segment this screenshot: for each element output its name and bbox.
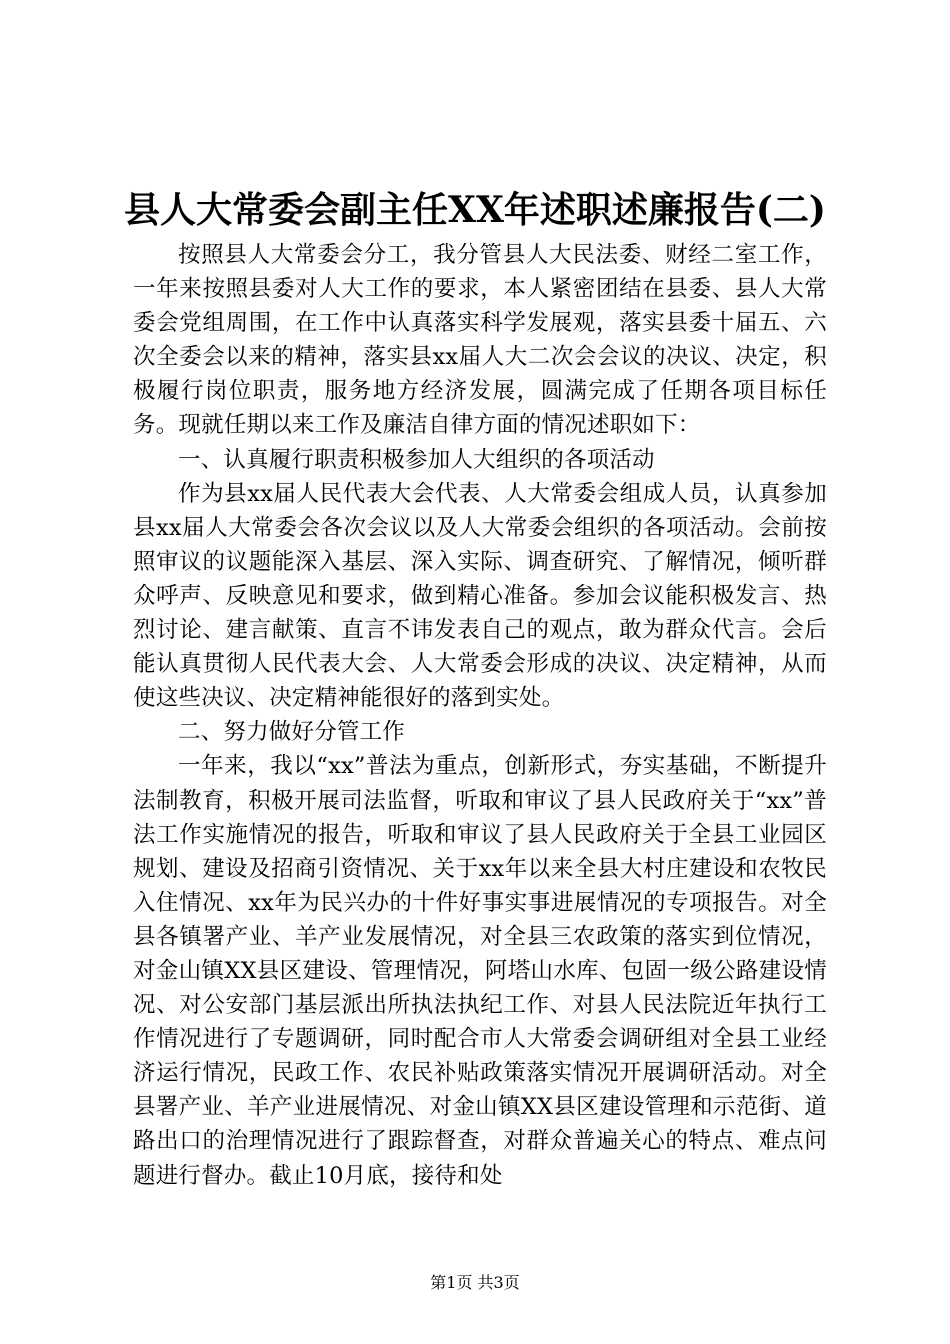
section-heading-1: 一、认真履行职责积极参加人大组织的各项活动 (178, 446, 655, 473)
section-heading-2: 二、努力做好分管工作 (178, 719, 406, 746)
paragraph-intro: 按照县人大常委会分工，我分管县人大民法委、财经二室工作，一年来按照县委对人大工作的要求，本人紧密团结在县委、县人大常委会党组周围，在工作中认真落实科学发展观，落实县委十届五、六次全委会以来的精神，落实县xx届人大二次会会议的决议、决定，积极履行岗位职责，服务地方经济发展，圆满完成了任期各项目标任务。现就任期以来工作及廉洁自律方面的情况述职如下： (133, 242, 827, 439)
document-body (133, 238, 827, 1193)
document-title: 县人大常委会副主任XX年述职述廉报告(二) (124, 189, 826, 231)
page-footer (0, 1272, 950, 1294)
paragraph-section-2: 一年来，我以“xx”普法为重点，创新形式，夯实基础，不断提升法制教育，积极开展司法监督，听取和审议了县人民政府关于“xx”普法工作实施情况的报告，听取和审议了县人民政府关于全县工业园区规划、建设及招商引资情况、关于xx年以来全县大村庄建设和农牧民入住情况、xx年为民兴办的十件好事实事进展情况的专项报告。对全县各镇署产业、羊产业发展情况，对全县三农政策的落实到位情况，对金山镇XX县区建设、管理情况，阿塔山水库、包固一级公路建设情况、对公安部门基层派出所执法执纪工作、对县人民法院近年执行工作情况进行了专题调研，同时配合市人大常委会调研组对全县工业经济运行情况，民政工作、农民补贴政策落实情况开展调研活动。对全县署产业、羊产业进展情况、对金山镇XX县区建设管理和示范街、道路出口的治理情况进行了跟踪督查，对群众普遍关心的特点、难点问题进行督办。截止10月底，接待和处 (133, 753, 827, 1189)
page-total: 共3页 (477, 1273, 520, 1292)
paragraph-section-1: 作为县xx届人民代表大会代表、人大常委会组成人员，认真参加县xx届人大常委会各次会议以及人大常委会组织的各项活动。会前按照审议的议题能深入基层、深入实际、调查研究、了解情况，倾听群众呼声、反映意见和要求，做到精心准备。参加会议能积极发言、热烈讨论、建言献策、直言不讳发表自己的观点，敢为群众代言。会后能认真贯彻人民代表大会、人大常委会形成的决议、决定精神，从而使这些决议、决定精神能很好的落到实处。 (133, 480, 827, 712)
page-number: 第1页 (430, 1273, 473, 1292)
